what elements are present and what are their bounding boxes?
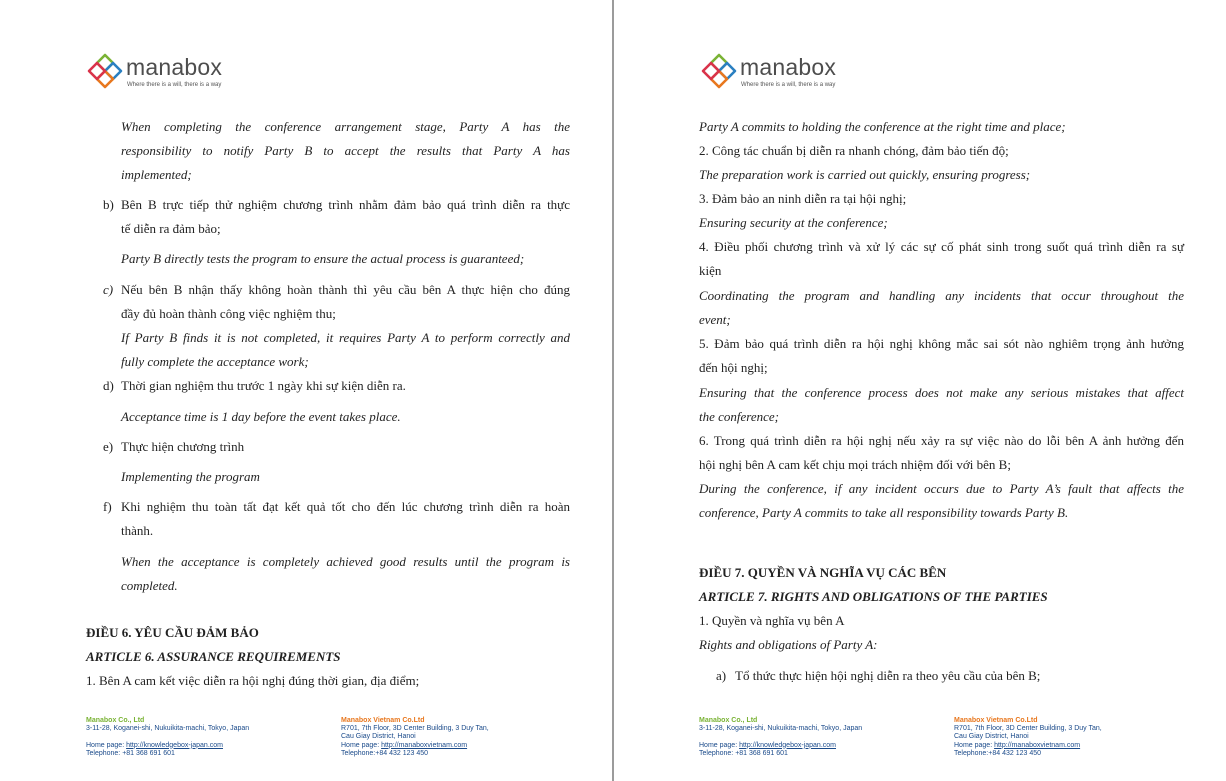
- footer-telephone: Telephone: +81 368 691 601: [86, 749, 175, 757]
- text-line: Rights and obligations of Party A:: [699, 637, 878, 652]
- list-label: d): [103, 378, 114, 393]
- text-line: conference, Party A commits to take all responsibility towards Party B.: [699, 505, 1069, 520]
- text-line: Acceptance time is 1 day before the event takes place.: [121, 409, 401, 424]
- footer-address: Cau Giay District, Hanoi: [341, 733, 416, 741]
- text-line: Thời gian nghiệm thu trước 1 ngày khi sự kiện diễn ra.: [121, 378, 406, 393]
- footer-company-name: Manabox Vietnam Co.Ltd: [341, 717, 425, 724]
- text-line: Tổ thức thực hiện hội nghị diễn ra theo yêu cầu của bên B;: [735, 668, 1041, 683]
- text-line: 1. Quyền và nghĩa vụ bên A: [699, 613, 845, 628]
- text-line: Implementing the program: [121, 469, 260, 484]
- text-line: Nếu bên B nhận thấy không hoàn thành thì yêu cầu bên A thực hiện cho đúng: [121, 282, 570, 297]
- footer-telephone: Telephone:+84 432 123 450: [954, 749, 1041, 757]
- text-line: 1. Bên A cam kết việc diễn ra hội nghị đúng thời gian, địa điểm;: [86, 673, 420, 688]
- text-line: 3. Đảm bảo an ninh diễn ra tại hội nghị;: [699, 191, 907, 206]
- text-line: completed.: [121, 578, 178, 593]
- text-line: During the conference, if any incident occurs due to Party A’s fault that affects the: [699, 481, 1184, 496]
- text-line: When the acceptance is completely achieved good results until the program is: [121, 554, 570, 569]
- footer-telephone: Telephone:+84 432 123 450: [341, 749, 428, 757]
- text-line: If Party B finds it is not completed, it requires Party A to perform correctly and: [121, 330, 570, 345]
- footer-company-vn: [954, 717, 1102, 758]
- footer-company-vn: [341, 717, 489, 758]
- footer-company-name: Manabox Co., Ltd: [699, 717, 758, 724]
- text-line: Ensuring that the conference process does not make any serious mistakes that affect: [699, 385, 1184, 400]
- footer-homepage-label: Home page:: [954, 741, 995, 749]
- text-line: 4. Điều phối chương trình và xử lý các sự cố phát sinh trong suốt quá trình diễn ra sự: [699, 239, 1184, 254]
- article-6-heading-vi: ĐIỀU 6. YÊU CẦU ĐẢM BẢO: [86, 625, 259, 640]
- text-line: đầy đủ hoàn thành công việc nghiệm thu;: [121, 306, 336, 321]
- article-6-heading-en: ARTICLE 6. ASSURANCE REQUIREMENTS: [86, 649, 341, 664]
- footer-company-name: Manabox Vietnam Co.Ltd: [954, 717, 1038, 724]
- footer-homepage-link[interactable]: http://manaboxvietnam.com: [381, 741, 468, 749]
- text-line: 5. Đảm bảo quá trình diễn ra hội nghị không mắc sai sót nào nghiêm trọng ảnh hưởng: [699, 336, 1184, 351]
- list-label: f): [103, 499, 112, 514]
- text-line: Coordinating the program and handling any incidents that occur throughout the: [699, 288, 1184, 303]
- brand-tagline: Where there is a will, there is a way: [741, 82, 836, 88]
- text-line: đến hội nghị;: [699, 360, 768, 375]
- brand-name: manabox: [740, 54, 837, 80]
- footer-address: 3-11-28, Koganei-shi, Nukuikita-machi, Tokyo, Japan: [699, 725, 863, 733]
- text-line: responsibility to notify Party B to accept the results that Party A has: [121, 143, 570, 158]
- text-line: 6. Trong quá trình diễn ra hội nghị nếu xảy ra sự việc nào do lỗi bên A ảnh hưởng đến: [699, 433, 1184, 448]
- list-label: c): [103, 282, 114, 297]
- document-page-right: [614, 0, 1226, 781]
- text-line: tế diễn ra đảm bảo;: [121, 221, 221, 236]
- list-label: b): [103, 197, 114, 212]
- footer-homepage-link[interactable]: http://manaboxvietnam.com: [994, 741, 1081, 749]
- text-line: Ensuring security at the conference;: [699, 215, 888, 230]
- list-label: e): [103, 439, 114, 454]
- footer-company-name: Manabox Co., Ltd: [86, 717, 145, 724]
- footer-homepage-label: Home page:: [86, 741, 127, 749]
- footer-homepage-label: Home page:: [341, 741, 382, 749]
- footer-homepage-label: Home page:: [699, 741, 740, 749]
- footer-company-jp: [699, 717, 862, 758]
- document-page-left: [0, 0, 612, 781]
- footer-address: Cau Giay District, Hanoi: [954, 733, 1029, 741]
- text-line: Bên B trực tiếp thử nghiệm chương trình nhằm đảm bảo quá trình diễn ra thực: [121, 197, 570, 212]
- text-line: Party A commits to holding the conference at the right time and place;: [699, 119, 1066, 134]
- footer-address: R701, 7th Floor, 3D Center Building, 3 Duy Tan,: [341, 725, 489, 733]
- footer-company-jp: [86, 717, 249, 758]
- text-line: implemented;: [121, 167, 192, 182]
- text-line: hội nghị bên A cam kết chịu mọi trách nhiệm đối với bên B;: [699, 457, 1011, 472]
- footer-address: 3-11-28, Koganei-shi, Nukuikita-machi, Tokyo, Japan: [86, 725, 250, 733]
- footer-homepage-link[interactable]: http://knowledgebox-japan.com: [126, 741, 223, 749]
- text-line: thành.: [121, 523, 154, 538]
- brand-tagline: Where there is a will, there is a way: [127, 82, 222, 88]
- text-line: Khi nghiệm thu toàn tất đạt kết quả tốt cho đến lúc chương trình diễn ra hoàn: [121, 499, 570, 514]
- text-line: kiện: [699, 263, 722, 278]
- text-line: Party B directly tests the program to ensure the actual process is guaranteed;: [121, 251, 525, 266]
- footer-telephone: Telephone: +81 368 691 601: [699, 749, 788, 757]
- text-line: The preparation work is carried out quickly, ensuring progress;: [699, 167, 1031, 182]
- text-line: 2. Công tác chuẩn bị diễn ra nhanh chóng, đảm bảo tiến độ;: [699, 143, 1009, 158]
- manabox-logo-icon: [700, 52, 738, 90]
- text-line: When completing the conference arrangement stage, Party A has the: [121, 119, 570, 134]
- footer-homepage-link[interactable]: http://knowledgebox-japan.com: [739, 741, 836, 749]
- text-line: Thực hiện chương trình: [121, 439, 245, 454]
- list-label: a): [716, 668, 727, 683]
- text-line: fully complete the acceptance work;: [121, 354, 309, 369]
- article-7-heading-vi: ĐIỀU 7. QUYỀN VÀ NGHĨA VỤ CÁC BÊN: [699, 565, 947, 580]
- manabox-logo-icon: [86, 52, 124, 90]
- footer-address: R701, 7th Floor, 3D Center Building, 3 Duy Tan,: [954, 725, 1102, 733]
- brand-name: manabox: [126, 54, 223, 80]
- article-7-heading-en: ARTICLE 7. RIGHTS AND OBLIGATIONS OF THE PARTIES: [699, 589, 1048, 604]
- text-line: the conference;: [699, 409, 779, 424]
- text-line: event;: [699, 312, 731, 327]
